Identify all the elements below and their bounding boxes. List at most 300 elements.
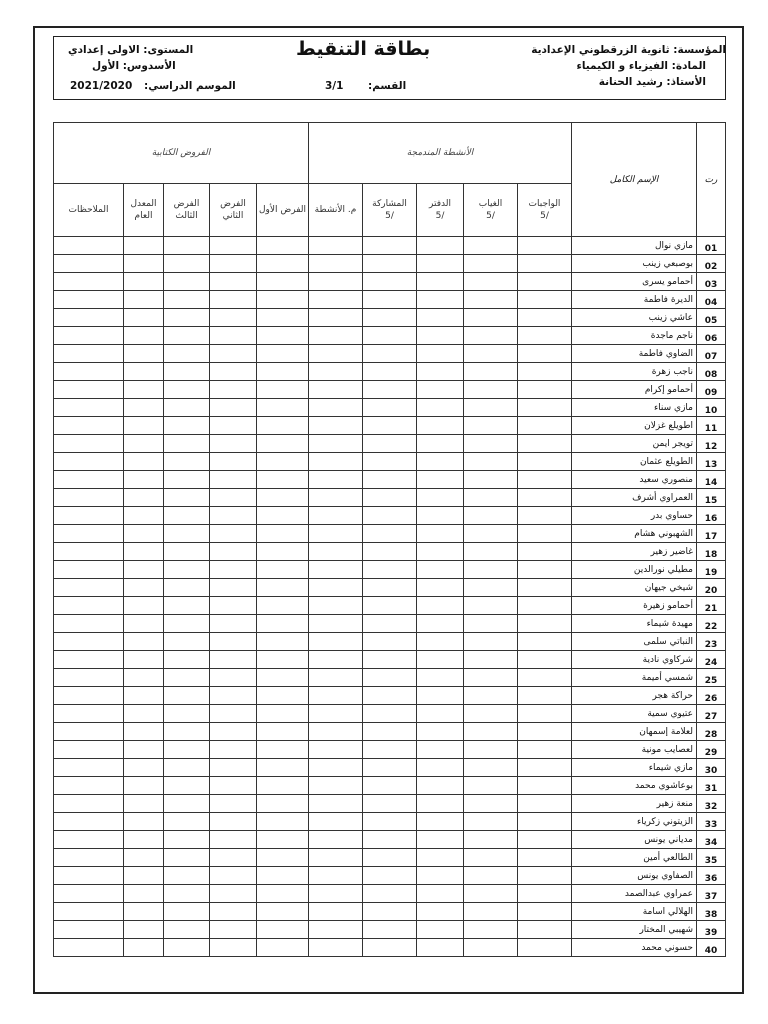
grade-cell[interactable] [309,327,363,345]
grade-cell[interactable] [257,345,309,363]
grade-cell[interactable] [124,579,164,597]
grade-cell[interactable] [164,345,210,363]
grade-cell[interactable] [54,939,124,957]
grade-cell[interactable] [309,309,363,327]
grade-cell[interactable] [124,705,164,723]
grade-cell[interactable] [210,255,257,273]
grade-cell[interactable] [309,741,363,759]
grade-cell[interactable] [309,903,363,921]
grade-cell[interactable] [309,651,363,669]
grade-cell[interactable] [464,309,518,327]
grade-cell[interactable] [54,885,124,903]
grade-cell[interactable] [164,363,210,381]
grade-cell[interactable] [124,345,164,363]
grade-cell[interactable] [257,417,309,435]
grade-cell[interactable] [210,669,257,687]
grade-cell[interactable] [363,309,417,327]
grade-cell[interactable] [309,867,363,885]
grade-cell[interactable] [54,903,124,921]
grade-cell[interactable] [417,921,464,939]
grade-cell[interactable] [210,327,257,345]
grade-cell[interactable] [257,903,309,921]
grade-cell[interactable] [164,867,210,885]
grade-cell[interactable] [518,453,572,471]
grade-cell[interactable] [164,723,210,741]
grade-cell[interactable] [124,633,164,651]
grade-cell[interactable] [164,759,210,777]
grade-cell[interactable] [518,309,572,327]
grade-cell[interactable] [210,651,257,669]
grade-cell[interactable] [124,867,164,885]
grade-cell[interactable] [309,669,363,687]
grade-cell[interactable] [363,777,417,795]
grade-cell[interactable] [164,597,210,615]
grade-cell[interactable] [257,705,309,723]
grade-cell[interactable] [363,831,417,849]
grade-cell[interactable] [257,453,309,471]
grade-cell[interactable] [124,777,164,795]
grade-cell[interactable] [210,399,257,417]
grade-cell[interactable] [164,705,210,723]
grade-cell[interactable] [164,615,210,633]
grade-cell[interactable] [309,723,363,741]
grade-cell[interactable] [257,399,309,417]
grade-cell[interactable] [464,741,518,759]
grade-cell[interactable] [54,489,124,507]
grade-cell[interactable] [124,507,164,525]
grade-cell[interactable] [54,507,124,525]
grade-cell[interactable] [210,849,257,867]
grade-cell[interactable] [417,399,464,417]
grade-cell[interactable] [363,615,417,633]
grade-cell[interactable] [417,417,464,435]
grade-cell[interactable] [518,633,572,651]
grade-cell[interactable] [417,489,464,507]
grade-cell[interactable] [124,399,164,417]
grade-cell[interactable] [309,489,363,507]
grade-cell[interactable] [54,453,124,471]
grade-cell[interactable] [210,615,257,633]
grade-cell[interactable] [417,741,464,759]
grade-cell[interactable] [124,525,164,543]
grade-cell[interactable] [464,759,518,777]
grade-cell[interactable] [210,561,257,579]
grade-cell[interactable] [518,849,572,867]
grade-cell[interactable] [309,291,363,309]
grade-cell[interactable] [363,741,417,759]
grade-cell[interactable] [54,597,124,615]
grade-cell[interactable] [257,831,309,849]
grade-cell[interactable] [518,903,572,921]
grade-cell[interactable] [210,633,257,651]
grade-cell[interactable] [257,291,309,309]
grade-cell[interactable] [257,363,309,381]
grade-cell[interactable] [464,255,518,273]
grade-cell[interactable] [164,669,210,687]
grade-cell[interactable] [464,687,518,705]
grade-cell[interactable] [363,345,417,363]
grade-cell[interactable] [309,435,363,453]
grade-cell[interactable] [257,885,309,903]
grade-cell[interactable] [54,795,124,813]
grade-cell[interactable] [464,885,518,903]
grade-cell[interactable] [257,651,309,669]
grade-cell[interactable] [518,831,572,849]
grade-cell[interactable] [309,831,363,849]
grade-cell[interactable] [210,759,257,777]
grade-cell[interactable] [417,291,464,309]
grade-cell[interactable] [417,561,464,579]
grade-cell[interactable] [363,723,417,741]
grade-cell[interactable] [164,327,210,345]
grade-cell[interactable] [363,255,417,273]
grade-cell[interactable] [257,561,309,579]
grade-cell[interactable] [210,795,257,813]
grade-cell[interactable] [164,741,210,759]
grade-cell[interactable] [210,363,257,381]
grade-cell[interactable] [363,579,417,597]
grade-cell[interactable] [464,291,518,309]
grade-cell[interactable] [417,363,464,381]
grade-cell[interactable] [210,381,257,399]
grade-cell[interactable] [309,237,363,255]
grade-cell[interactable] [210,291,257,309]
grade-cell[interactable] [363,525,417,543]
grade-cell[interactable] [124,255,164,273]
grade-cell[interactable] [309,705,363,723]
grade-cell[interactable] [464,507,518,525]
grade-cell[interactable] [363,903,417,921]
grade-cell[interactable] [124,327,164,345]
grade-cell[interactable] [309,273,363,291]
grade-cell[interactable] [518,327,572,345]
grade-cell[interactable] [124,813,164,831]
grade-cell[interactable] [417,543,464,561]
grade-cell[interactable] [124,903,164,921]
grade-cell[interactable] [210,345,257,363]
grade-cell[interactable] [54,399,124,417]
grade-cell[interactable] [417,669,464,687]
grade-cell[interactable] [309,561,363,579]
grade-cell[interactable] [164,525,210,543]
grade-cell[interactable] [210,939,257,957]
grade-cell[interactable] [363,561,417,579]
grade-cell[interactable] [124,561,164,579]
grade-cell[interactable] [124,417,164,435]
grade-cell[interactable] [417,903,464,921]
grade-cell[interactable] [464,489,518,507]
grade-cell[interactable] [464,867,518,885]
grade-cell[interactable] [124,687,164,705]
grade-cell[interactable] [309,939,363,957]
grade-cell[interactable] [363,633,417,651]
grade-cell[interactable] [417,525,464,543]
grade-cell[interactable] [309,399,363,417]
grade-cell[interactable] [210,903,257,921]
grade-cell[interactable] [309,471,363,489]
grade-cell[interactable] [464,597,518,615]
grade-cell[interactable] [210,777,257,795]
grade-cell[interactable] [363,669,417,687]
grade-cell[interactable] [464,273,518,291]
grade-cell[interactable] [309,543,363,561]
grade-cell[interactable] [257,633,309,651]
grade-cell[interactable] [464,435,518,453]
grade-cell[interactable] [518,417,572,435]
grade-cell[interactable] [518,435,572,453]
grade-cell[interactable] [124,831,164,849]
grade-cell[interactable] [417,867,464,885]
grade-cell[interactable] [417,831,464,849]
grade-cell[interactable] [363,849,417,867]
grade-cell[interactable] [363,489,417,507]
grade-cell[interactable] [257,615,309,633]
grade-cell[interactable] [54,255,124,273]
grade-cell[interactable] [124,291,164,309]
grade-cell[interactable] [309,345,363,363]
grade-cell[interactable] [464,903,518,921]
grade-cell[interactable] [257,273,309,291]
grade-cell[interactable] [210,507,257,525]
grade-cell[interactable] [363,651,417,669]
grade-cell[interactable] [124,741,164,759]
grade-cell[interactable] [518,687,572,705]
grade-cell[interactable] [124,363,164,381]
grade-cell[interactable] [124,597,164,615]
grade-cell[interactable] [363,885,417,903]
grade-cell[interactable] [518,669,572,687]
grade-cell[interactable] [54,237,124,255]
grade-cell[interactable] [124,849,164,867]
grade-cell[interactable] [164,291,210,309]
grade-cell[interactable] [257,759,309,777]
grade-cell[interactable] [210,687,257,705]
grade-cell[interactable] [464,723,518,741]
grade-cell[interactable] [464,345,518,363]
grade-cell[interactable] [54,525,124,543]
grade-cell[interactable] [257,255,309,273]
grade-cell[interactable] [417,435,464,453]
grade-cell[interactable] [257,921,309,939]
grade-cell[interactable] [518,867,572,885]
grade-cell[interactable] [164,543,210,561]
grade-cell[interactable] [257,669,309,687]
grade-cell[interactable] [309,363,363,381]
grade-cell[interactable] [210,309,257,327]
grade-cell[interactable] [54,417,124,435]
grade-cell[interactable] [257,849,309,867]
grade-cell[interactable] [210,921,257,939]
grade-cell[interactable] [124,885,164,903]
grade-cell[interactable] [124,921,164,939]
grade-cell[interactable] [54,633,124,651]
grade-cell[interactable] [54,723,124,741]
grade-cell[interactable] [54,705,124,723]
grade-cell[interactable] [518,723,572,741]
grade-cell[interactable] [417,777,464,795]
grade-cell[interactable] [54,687,124,705]
grade-cell[interactable] [464,939,518,957]
grade-cell[interactable] [363,327,417,345]
grade-cell[interactable] [210,831,257,849]
grade-cell[interactable] [518,399,572,417]
grade-cell[interactable] [257,867,309,885]
grade-cell[interactable] [124,453,164,471]
grade-cell[interactable] [164,309,210,327]
grade-cell[interactable] [257,597,309,615]
grade-cell[interactable] [164,795,210,813]
grade-cell[interactable] [417,579,464,597]
grade-cell[interactable] [257,309,309,327]
grade-cell[interactable] [124,489,164,507]
grade-cell[interactable] [309,417,363,435]
grade-cell[interactable] [309,615,363,633]
grade-cell[interactable] [309,849,363,867]
grade-cell[interactable] [210,489,257,507]
grade-cell[interactable] [363,813,417,831]
grade-cell[interactable] [518,777,572,795]
grade-cell[interactable] [54,363,124,381]
grade-cell[interactable] [210,705,257,723]
grade-cell[interactable] [464,471,518,489]
grade-cell[interactable] [210,885,257,903]
grade-cell[interactable] [257,381,309,399]
grade-cell[interactable] [363,597,417,615]
grade-cell[interactable] [464,381,518,399]
grade-cell[interactable] [464,561,518,579]
grade-cell[interactable] [417,615,464,633]
grade-cell[interactable] [464,615,518,633]
grade-cell[interactable] [257,471,309,489]
grade-cell[interactable] [518,345,572,363]
grade-cell[interactable] [54,471,124,489]
grade-cell[interactable] [363,291,417,309]
grade-cell[interactable] [363,237,417,255]
grade-cell[interactable] [363,273,417,291]
grade-cell[interactable] [257,525,309,543]
grade-cell[interactable] [464,777,518,795]
grade-cell[interactable] [518,543,572,561]
grade-cell[interactable] [124,381,164,399]
grade-cell[interactable] [210,525,257,543]
grade-cell[interactable] [363,543,417,561]
grade-cell[interactable] [518,597,572,615]
grade-cell[interactable] [309,525,363,543]
grade-cell[interactable] [164,471,210,489]
grade-cell[interactable] [124,615,164,633]
grade-cell[interactable] [309,759,363,777]
grade-cell[interactable] [464,525,518,543]
grade-cell[interactable] [54,651,124,669]
grade-cell[interactable] [210,813,257,831]
grade-cell[interactable] [164,453,210,471]
grade-cell[interactable] [464,417,518,435]
grade-cell[interactable] [164,939,210,957]
grade-cell[interactable] [518,741,572,759]
grade-cell[interactable] [363,399,417,417]
grade-cell[interactable] [210,273,257,291]
grade-cell[interactable] [164,651,210,669]
grade-cell[interactable] [363,687,417,705]
grade-cell[interactable] [257,435,309,453]
grade-cell[interactable] [210,417,257,435]
grade-cell[interactable] [417,237,464,255]
grade-cell[interactable] [518,561,572,579]
grade-cell[interactable] [257,777,309,795]
grade-cell[interactable] [518,489,572,507]
grade-cell[interactable] [124,435,164,453]
grade-cell[interactable] [164,921,210,939]
grade-cell[interactable] [417,849,464,867]
grade-cell[interactable] [518,705,572,723]
grade-cell[interactable] [164,489,210,507]
grade-cell[interactable] [164,435,210,453]
grade-cell[interactable] [518,795,572,813]
grade-cell[interactable] [309,813,363,831]
grade-cell[interactable] [363,939,417,957]
grade-cell[interactable] [464,795,518,813]
grade-cell[interactable] [464,399,518,417]
grade-cell[interactable] [54,435,124,453]
grade-cell[interactable] [54,921,124,939]
grade-cell[interactable] [210,741,257,759]
grade-cell[interactable] [309,381,363,399]
grade-cell[interactable] [309,507,363,525]
grade-cell[interactable] [54,561,124,579]
grade-cell[interactable] [518,579,572,597]
grade-cell[interactable] [54,777,124,795]
grade-cell[interactable] [363,795,417,813]
grade-cell[interactable] [417,327,464,345]
grade-cell[interactable] [54,831,124,849]
grade-cell[interactable] [518,381,572,399]
grade-cell[interactable] [518,939,572,957]
grade-cell[interactable] [464,669,518,687]
grade-cell[interactable] [54,327,124,345]
grade-cell[interactable] [257,327,309,345]
grade-cell[interactable] [417,885,464,903]
grade-cell[interactable] [164,381,210,399]
grade-cell[interactable] [464,651,518,669]
grade-cell[interactable] [210,543,257,561]
grade-cell[interactable] [363,363,417,381]
grade-cell[interactable] [164,561,210,579]
grade-cell[interactable] [417,381,464,399]
grade-cell[interactable] [124,471,164,489]
grade-cell[interactable] [164,255,210,273]
grade-cell[interactable] [309,885,363,903]
grade-cell[interactable] [257,795,309,813]
grade-cell[interactable] [464,543,518,561]
grade-cell[interactable] [363,921,417,939]
grade-cell[interactable] [518,237,572,255]
grade-cell[interactable] [518,885,572,903]
grade-cell[interactable] [164,237,210,255]
grade-cell[interactable] [54,849,124,867]
grade-cell[interactable] [257,237,309,255]
grade-cell[interactable] [464,579,518,597]
grade-cell[interactable] [124,237,164,255]
grade-cell[interactable] [518,507,572,525]
grade-cell[interactable] [518,255,572,273]
grade-cell[interactable] [309,795,363,813]
grade-cell[interactable] [309,579,363,597]
grade-cell[interactable] [257,579,309,597]
grade-cell[interactable] [518,291,572,309]
grade-cell[interactable] [417,723,464,741]
grade-cell[interactable] [309,633,363,651]
grade-cell[interactable] [164,849,210,867]
